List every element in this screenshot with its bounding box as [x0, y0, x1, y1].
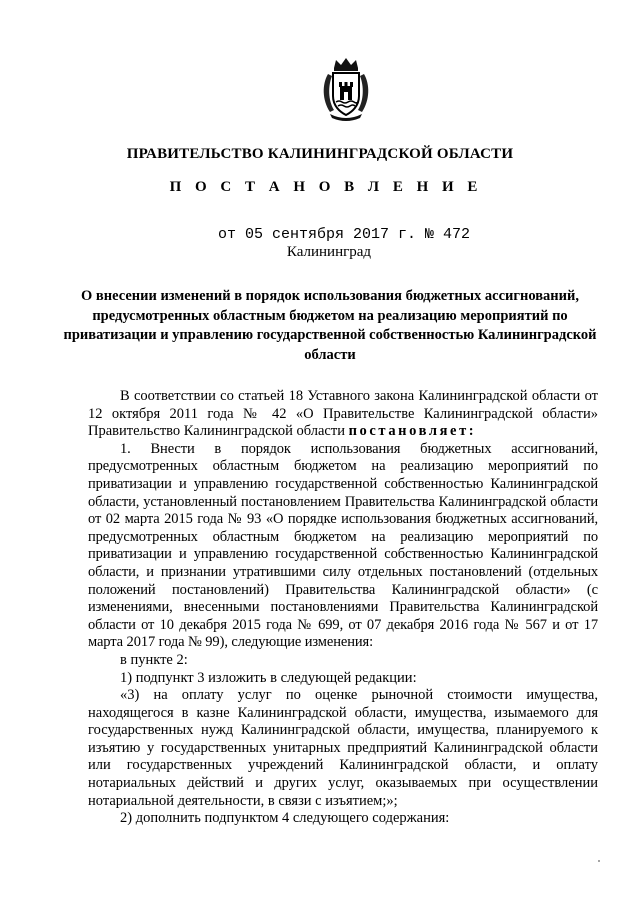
date-and-number: от 05 сентября 2017 г. № 472 [218, 226, 471, 243]
document-subject: О внесении изменений в порядок использования бюджетных ассигнований, предусмотренных областным бюджетом на реализацию мероприятий по приватизации и управлению государственной собственностью Калининградской области [63, 288, 597, 363]
paragraph-quoted-subpoint-3: «3) на оплату услуг по оценке рыночной стоимости имущества, находящегося в казне Калининградской области, имущества, изымаемого для государственных нужд Калининградской области, имущества, планируемого к изъятию у государственных унитарных предприятий Калининградской области или государственных учреждений Калининградской области, и оплату нотариальных действий и других услуг, оказываемых при осуществлении нотариальной деятельности, в связи с изъятием;»; [88, 687, 598, 809]
resolves-word: постановляет: [348, 423, 477, 440]
paragraph-in-point-2: в пункте 2: [120, 651, 188, 668]
city-name: Калининград [286, 244, 372, 260]
scan-speck [598, 860, 600, 862]
coat-of-arms-emblem [318, 56, 374, 122]
preamble-text: В соответствии со статьей 18 Уставного закона Калининградской области от 12 октября 2011 года № 42 «О Правительстве Калининградской области» Правительство Калининградской области [88, 388, 598, 440]
paragraph-subpoint-1: 1) подпункт 3 изложить в следующей редакции: [120, 669, 417, 686]
paragraph-preamble [88, 388, 598, 441]
organization-title: ПРАВИТЕЛЬСТВО КАЛИНИНГРАДСКОЙ ОБЛАСТИ [126, 146, 514, 162]
paragraph-item-1: 1. Внести в порядок использования бюджетных ассигнований, предусмотренных областным бюджетом на реализацию мероприятий по приватизации и управлению государственной собственностью Калининградской области, установленный постановлением Правительства Калининградской области от 02 марта 2015 года № 93 «О порядке использования бюджетных ассигнований, предусмотренных областным бюджетом на реализацию мероприятий по приватизации и управлению государственной собственностью Калининградской области, и признании утратившими силу отдельных постановлений (отдельных положений постановлений) Правительства Калининградской области» (с изменениями, внесенными постановлениями Правительства Калининградской области от 10 декабря 2015 года № 699, от 07 декабря 2016 года № 567 и от 17 марта 2017 года № 99), следующие изменения: [88, 440, 598, 651]
document-type-title: П О С Т А Н О В Л Е Н И Е [169, 179, 483, 195]
document-body [88, 388, 598, 828]
paragraph-subpoint-2: 2) дополнить подпунктом 4 следующего содержания: [120, 810, 450, 827]
